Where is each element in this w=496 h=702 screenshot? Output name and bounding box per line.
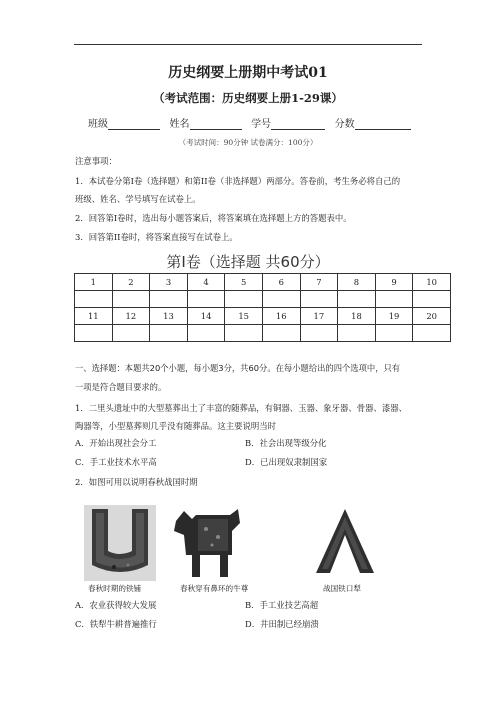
option-c[interactable]: C．手工业技术水平高	[75, 457, 157, 467]
question-2-stem: 2．如图可用以说明春秋战国时期	[75, 477, 198, 487]
answer-cell[interactable]	[112, 325, 150, 342]
answer-cell[interactable]	[225, 325, 263, 342]
answer-cell[interactable]	[75, 291, 113, 308]
exam-meta: （考试时间：90分钟 试卷满分：100分）	[178, 138, 318, 147]
answer-number: 17	[300, 308, 338, 325]
answer-cell[interactable]	[262, 325, 300, 342]
answer-cell[interactable]	[150, 325, 188, 342]
answer-cell[interactable]	[338, 291, 376, 308]
answer-number: 16	[262, 308, 300, 325]
figure-caption: 战国铁口犁	[323, 584, 361, 593]
name-label: 姓名	[169, 119, 190, 130]
answer-cell[interactable]	[300, 291, 338, 308]
iron-tool-image	[84, 505, 156, 581]
answer-number: 8	[338, 274, 376, 291]
student-info-line	[88, 115, 411, 130]
notice-heading: 注意事项：	[75, 156, 117, 166]
answer-cell[interactable]	[75, 325, 113, 342]
option-a[interactable]: A．农业获得较大发展	[75, 600, 157, 610]
option-a[interactable]: A．开始出现社会分工	[75, 438, 157, 448]
notice-item: 班级、姓名、学号填写在试卷上。	[75, 194, 201, 204]
option-b[interactable]: B．手工业技艺高超	[245, 600, 319, 610]
answer-cell[interactable]	[413, 291, 451, 308]
answer-cell[interactable]	[187, 291, 225, 308]
notice-item: 1．本试卷分第I卷（选择题）和第II卷（非选择题）两部分。答卷前，考生务必将自己的	[75, 176, 401, 186]
volume-title: 第Ⅰ卷（选择题 共60分）	[166, 253, 330, 271]
answer-blank-row	[75, 291, 451, 308]
answer-number: 14	[187, 308, 225, 325]
answer-blank-row	[75, 325, 451, 342]
answer-cell[interactable]	[225, 291, 263, 308]
id-label: 学号	[251, 119, 272, 130]
figure-caption: 春秋穿有鼻环的牛尊	[180, 584, 249, 593]
answer-number: 9	[375, 274, 413, 291]
figure-caption: 春秋时期的铁铺	[88, 584, 142, 593]
question-1-stem: 1．二里头遗址中的大型墓葬出土了丰富的随葬品，有铜器、玉器、象牙器、骨器、漆器、	[75, 403, 407, 413]
exam-subtitle: （考试范围：历史纲要上册1-29课）	[153, 91, 343, 105]
notice-item: 2．回答第I卷时，选出每小题答案后，将答案填在选择题上方的答题表中。	[75, 213, 352, 223]
answer-number-row	[75, 308, 451, 325]
score-blank[interactable]	[355, 119, 411, 130]
class-blank[interactable]	[108, 119, 160, 130]
answer-cell[interactable]	[150, 291, 188, 308]
answer-cell[interactable]	[112, 291, 150, 308]
answer-cell[interactable]	[338, 325, 376, 342]
answer-number: 11	[75, 308, 113, 325]
answer-cell[interactable]	[413, 325, 451, 342]
notice-item: 3．回答第II卷时，将答案直接写在试卷上。	[75, 232, 238, 242]
answer-cell[interactable]	[300, 325, 338, 342]
ox-bronze-vessel-image	[172, 505, 244, 581]
class-label: 班级	[88, 119, 108, 130]
answer-number: 19	[375, 308, 413, 325]
answer-number: 6	[262, 274, 300, 291]
score-label: 分数	[334, 119, 355, 130]
answer-number: 2	[112, 274, 150, 291]
iron-plough-image	[312, 505, 378, 581]
answer-number-row	[75, 274, 451, 291]
question-1-stem: 陶器等，小型墓葬则几乎没有随葬品。这主要说明当时	[75, 421, 276, 431]
answer-number: 10	[413, 274, 451, 291]
option-c[interactable]: C．铁犁牛耕普遍推行	[75, 619, 157, 629]
answer-number: 7	[300, 274, 338, 291]
option-d[interactable]: D．已出现奴隶制国家	[245, 457, 328, 467]
section-instruction: 一、选择题：本题共20个小题，每小题3分，共60分。在每小题给出的四个选项中，只有	[75, 363, 401, 373]
section-instruction: 一项是符合题目要求的。	[75, 382, 167, 392]
header-rule	[74, 44, 422, 45]
answer-number: 15	[225, 308, 263, 325]
answer-cell[interactable]	[187, 325, 225, 342]
name-blank[interactable]	[190, 119, 242, 130]
exam-title: 历史纲要上册期中考试01	[168, 65, 328, 81]
option-b[interactable]: B．社会出现等级分化	[245, 438, 327, 448]
answer-number: 20	[413, 308, 451, 325]
answer-number: 13	[150, 308, 188, 325]
answer-number: 5	[225, 274, 263, 291]
option-d[interactable]: D．井田制已经崩溃	[245, 619, 319, 629]
answer-cell[interactable]	[375, 291, 413, 308]
answer-number: 4	[187, 274, 225, 291]
answer-number: 1	[75, 274, 113, 291]
answer-table	[74, 273, 451, 342]
answer-number: 12	[112, 308, 150, 325]
id-blank[interactable]	[271, 119, 325, 130]
answer-number: 3	[150, 274, 188, 291]
answer-number: 18	[338, 308, 376, 325]
answer-cell[interactable]	[375, 325, 413, 342]
answer-cell[interactable]	[262, 291, 300, 308]
